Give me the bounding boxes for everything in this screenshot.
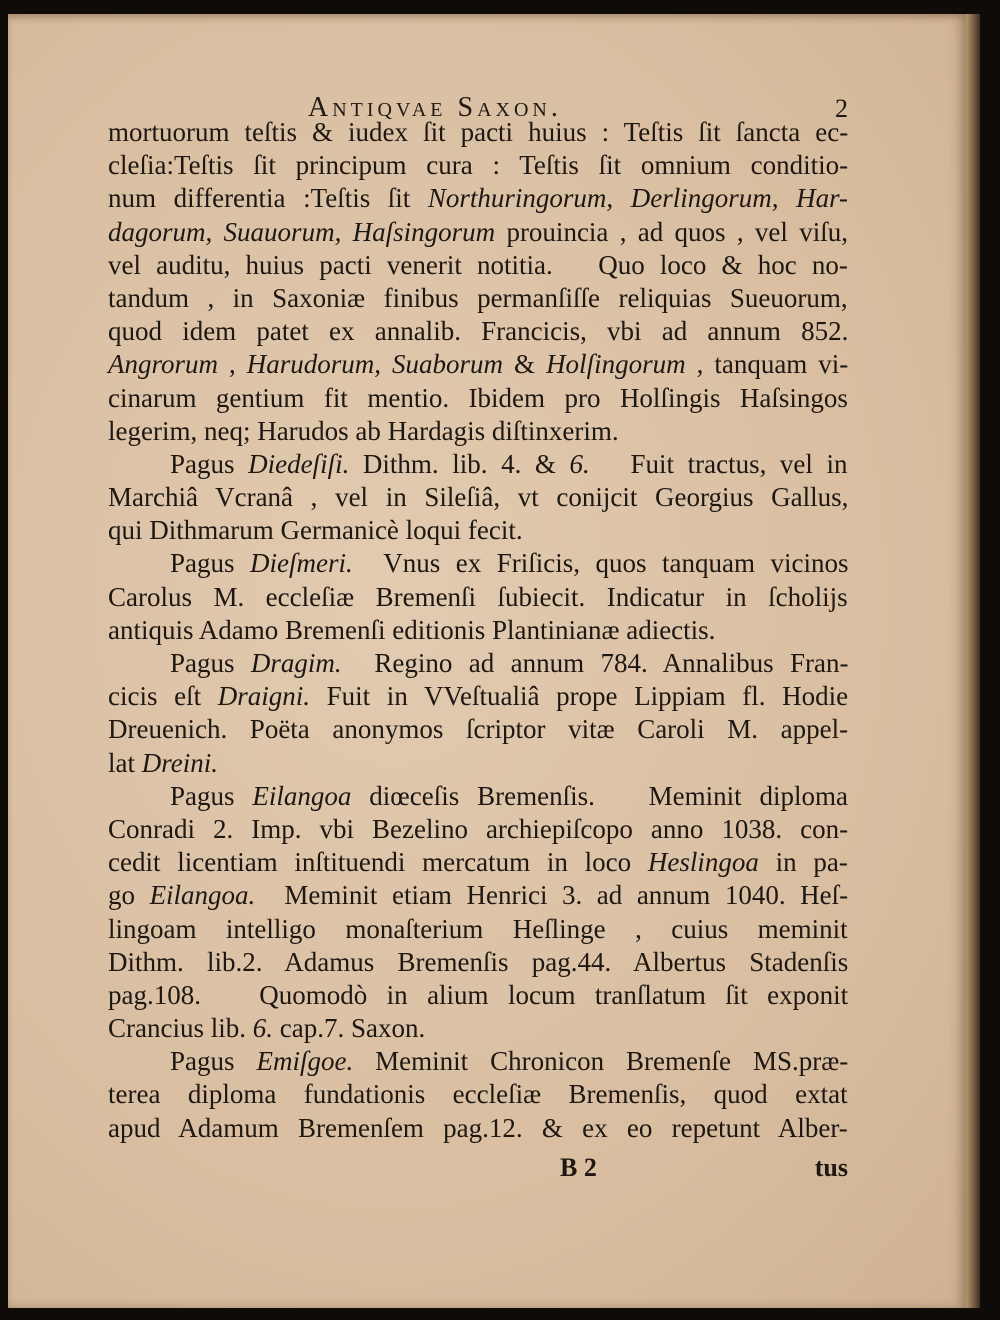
- text-run: Pagus: [170, 648, 251, 678]
- text-run: apud Adamum Bremenſem pag.12. & ex eo repetunt Alber-: [108, 1112, 848, 1143]
- text-run: Marchiâ Vcranâ , vel in Sileſiâ, vt conijcit Georgius Gallus,: [108, 482, 849, 513]
- italic-text-run: Holſingorum: [546, 349, 686, 380]
- text-line-content: [108, 946, 848, 979]
- text-line: [108, 282, 848, 315]
- text-run: prouincia , ad quos , vel viſu,: [495, 216, 848, 247]
- text-run: legerim, neq; Harudos ab Hardagis diſtinxerim.: [108, 415, 619, 446]
- text-line-content: [108, 1112, 848, 1145]
- text-run: diœceſis Bremenſis. Meminit diploma: [351, 780, 848, 811]
- page-number: 2: [835, 94, 848, 123]
- text-line: [108, 879, 848, 912]
- text-line: [108, 713, 848, 746]
- text-run: qui Dithmarum Germanicè loqui fecit.: [108, 515, 523, 546]
- text-line-content: [108, 282, 848, 315]
- text-run: Vnus ex Friſicis, quos tanquam vicinos: [352, 548, 849, 579]
- text-line-content: [108, 680, 848, 713]
- text-run: Conradi 2. Imp. vbi Bezelino archiepiſcopo anno 1038. con-: [108, 813, 849, 844]
- text-run: antiquis Adamo Bremenſi editionis Plantinianæ adiectis.: [108, 614, 716, 645]
- text-line-content: [108, 614, 715, 647]
- text-line-content: [108, 747, 218, 780]
- text-line-content: [108, 581, 848, 614]
- body-text: [108, 116, 848, 1145]
- text-line: [108, 614, 848, 647]
- text-run: Fuit in VVeſtualiâ prope Lippiam fl. Hodie: [310, 681, 849, 712]
- text-line: [108, 149, 848, 182]
- italic-text-run: Diedeſiſi.: [248, 448, 350, 479]
- text-line-content: [108, 1012, 425, 1045]
- italic-text-run: Eilangoa: [252, 780, 352, 811]
- text-line: [108, 581, 848, 614]
- text-run: Pagus: [170, 780, 253, 811]
- text-run: Pagus: [170, 448, 249, 479]
- text-run: Regino ad annum 784. Annalibus Fran-: [341, 648, 849, 678]
- text-run: in pa-: [758, 847, 848, 878]
- text-line: [108, 382, 848, 415]
- text-line: [108, 647, 848, 680]
- italic-text-run: 6.: [252, 1013, 273, 1044]
- text-line: [108, 680, 848, 713]
- text-run: pag.108. Quomodò in alium locum tranſlatum ſit exponit: [108, 979, 849, 1010]
- text-line: [108, 1045, 848, 1078]
- text-line-content: [108, 315, 848, 348]
- catchword: tus: [814, 1153, 848, 1182]
- text-line: [108, 249, 848, 282]
- italic-text-run: Northuringorum, Derlingorum, Har-: [427, 183, 849, 214]
- text-run: lat: [108, 747, 142, 778]
- text-line-content: [108, 846, 848, 879]
- text-line-content: [108, 713, 848, 746]
- text-line: [108, 1112, 848, 1145]
- page-footer: [108, 1153, 848, 1187]
- text-line: [108, 1078, 848, 1111]
- text-line: [108, 846, 848, 879]
- text-run: vel auditu, huius pacti venerit notitia. Quo loco & hoc no-: [108, 249, 848, 280]
- text-line-content: [108, 813, 848, 846]
- text-run: mortuorum teſtis & iudex ſit pacti huius : Teſtis ſit ſancta ec-: [108, 117, 849, 147]
- text-run: terea diploma fundationis eccleſiæ Bremenſis, quod extat: [108, 1079, 848, 1110]
- signature-mark: B 2: [560, 1153, 597, 1182]
- text-line: [108, 780, 848, 813]
- text-line: [108, 415, 848, 448]
- text-run: cinarum gentium fit mentio. Ibidem pro Holſingis Haſsingos: [108, 382, 848, 413]
- text-line-content: [108, 879, 848, 912]
- text-line: [108, 1012, 848, 1045]
- italic-text-run: Heslingoa: [647, 847, 759, 878]
- page-edge: [966, 14, 980, 1308]
- text-line: [108, 747, 848, 780]
- text-line-content: [108, 415, 619, 448]
- text-line: [108, 813, 848, 846]
- text-line-content: [108, 481, 848, 514]
- text-line: [108, 315, 848, 348]
- text-line-content: [108, 913, 848, 946]
- text-line-content: [108, 182, 848, 215]
- text-line-content: [108, 514, 523, 547]
- text-line-content: [108, 1078, 848, 1111]
- text-run: lingoam intelligo monaſterium Heſlinge , cuius meminit: [108, 913, 848, 944]
- text-line-content: [170, 780, 848, 813]
- italic-text-run: Draigni.: [217, 681, 311, 712]
- text-run: &: [503, 349, 547, 380]
- text-run: cap.7. Saxon.: [272, 1013, 426, 1044]
- text-line-content: [170, 547, 848, 580]
- text-line: [108, 182, 848, 215]
- italic-text-run: Dreini.: [141, 747, 218, 778]
- running-title: Antiqvae Saxon.: [308, 92, 562, 123]
- text-line: [108, 547, 848, 580]
- text-line-content: [108, 116, 848, 149]
- text-line-content: [108, 149, 848, 182]
- text-run: ,: [218, 349, 247, 380]
- text-line: [108, 448, 848, 481]
- text-line-content: [170, 448, 848, 481]
- text-run: tandum , in Saxoniæ finibus permanſiſſe reliquias Sueuorum,: [108, 282, 848, 313]
- text-line-content: [170, 647, 848, 680]
- text-run: cicis eſt: [108, 681, 218, 712]
- text-run: Carolus M. eccleſiæ Bremenſi ſubiecit. Indicatur in ſcholijs: [108, 581, 848, 612]
- italic-text-run: Dragim.: [250, 648, 342, 678]
- text-line-content: [108, 348, 848, 381]
- text-run: cleſia:Teſtis ſit principum cura : Teſtis ſit omnium conditio-: [108, 150, 849, 181]
- text-line-content: [170, 1045, 848, 1078]
- text-line-content: [108, 216, 848, 249]
- text-run: Dreuenich. Poëta anonymos ſcriptor vitæ Caroli M. appel-: [108, 714, 849, 745]
- text-line-content: [108, 382, 848, 415]
- text-run: Crancius lib.: [108, 1013, 253, 1044]
- text-line: [108, 116, 848, 149]
- text-run: , tanquam vi-: [685, 349, 849, 380]
- text-line: [108, 514, 848, 547]
- text-run: quod idem patet ex annalib. Francicis, vbi ad annum 852.: [108, 316, 849, 347]
- text-run: cedit licentiam inſtituendi mercatum in loco: [108, 847, 648, 878]
- text-line-content: [108, 249, 848, 282]
- text-run: Dithm. lib.2. Adamus Bremenſis pag.44. Albertus Stadenſis: [108, 946, 849, 977]
- text-line: [108, 979, 848, 1012]
- text-run: Fuit tractus, vel in: [589, 448, 848, 479]
- text-line: [108, 946, 848, 979]
- italic-text-run: 6.: [569, 448, 590, 479]
- italic-text-run: dagorum, Suauorum, Haſsingorum: [108, 216, 496, 247]
- text-line-content: [108, 979, 848, 1012]
- text-run: Pagus: [170, 548, 251, 579]
- text-run: Pagus: [170, 1046, 257, 1077]
- text-run: Meminit etiam Henrici 3. ad annum 1040. Heſ-: [255, 880, 849, 911]
- text-line: [108, 913, 848, 946]
- italic-text-run: Emiſgoe.: [256, 1046, 354, 1077]
- text-line: [108, 481, 848, 514]
- text-line: [108, 348, 848, 381]
- text-run: Meminit Chronicon Bremenſe MS.præ-: [353, 1046, 849, 1077]
- italic-text-run: Angrorum: [108, 349, 219, 380]
- text-run: go: [108, 880, 150, 911]
- italic-text-run: Harudorum, Suaborum: [246, 349, 504, 380]
- text-run: num differentia :Teſtis ſit: [108, 183, 428, 214]
- italic-text-run: Eilangoa.: [149, 880, 256, 911]
- italic-text-run: Dieſmeri.: [250, 548, 353, 579]
- text-run: Dithm. lib. 4. &: [349, 448, 570, 479]
- text-line: [108, 216, 848, 249]
